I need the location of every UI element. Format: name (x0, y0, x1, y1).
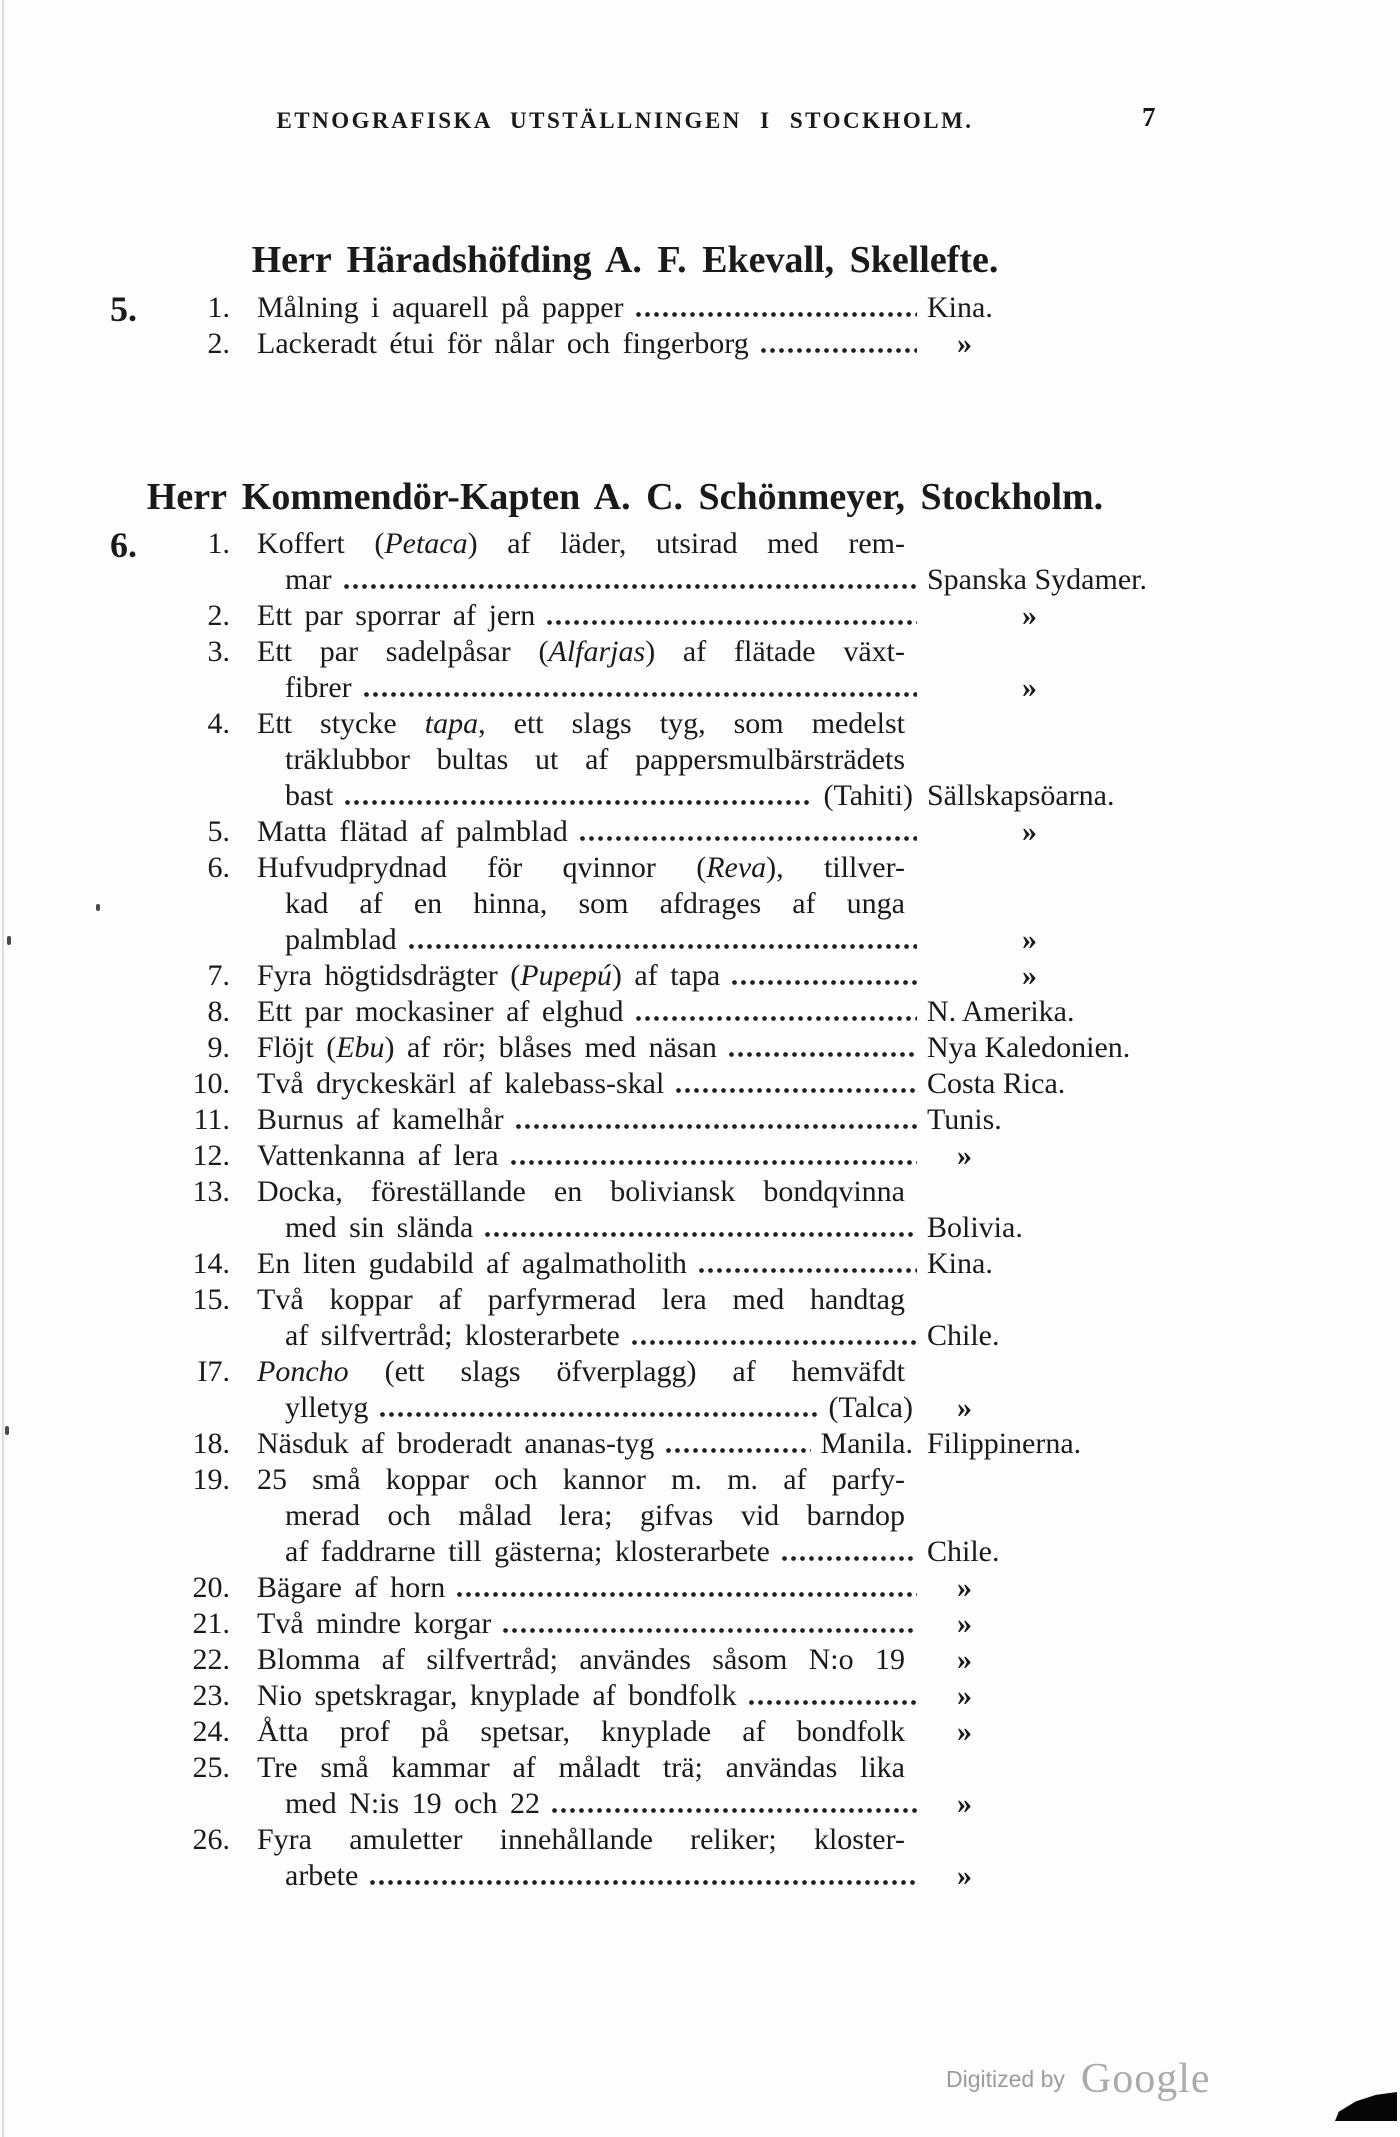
description-text: Tre små kammar af måladt trä; användas lika (257, 1751, 905, 1784)
catalogue-item (0, 995, 1180, 1031)
description-text: Blomma af silfvertråd; användes såsom N:o 19 (257, 1643, 905, 1676)
catalogue-item (0, 1715, 1180, 1751)
item-body (257, 327, 1180, 363)
catalogue-item (0, 1283, 1180, 1355)
item-description (257, 959, 720, 993)
item-line (257, 1607, 1180, 1643)
group-number: 6. (110, 525, 137, 565)
description-text: Hufvudprydnad för qvinnor ( (257, 851, 707, 884)
google-logo: Google (1080, 2056, 1211, 2102)
item-body (257, 1067, 1180, 1103)
item-line (257, 1859, 1180, 1895)
item-description (257, 1823, 927, 1859)
native-term: Ebu (336, 1031, 385, 1064)
item-description (257, 887, 927, 923)
item-description (257, 1391, 368, 1425)
description-text: Matta flätad af palmblad (257, 815, 568, 848)
catalogue-item (0, 1643, 1180, 1679)
item-description (257, 527, 927, 563)
item-description (257, 1211, 473, 1245)
ditto-mark: » (957, 1787, 972, 1820)
item-line (257, 1823, 1180, 1859)
description-text: Åtta prof på spetsar, knyplade af bondfolk (257, 1715, 905, 1748)
description-text: Fyra högtidsdrägter ( (257, 959, 521, 992)
item-description (257, 1427, 654, 1461)
dot-leader (345, 800, 813, 805)
item-number: I7. (197, 1355, 230, 1388)
item-line (257, 1787, 1180, 1823)
item-body (257, 1571, 1180, 1607)
item-description (257, 599, 535, 633)
item-number: 12. (192, 1139, 230, 1172)
catalogue-item (0, 1103, 1180, 1139)
dot-leader (732, 980, 917, 985)
dot-leader (457, 1592, 917, 1597)
item-line (257, 959, 1180, 995)
item-description (257, 1715, 927, 1751)
description-text: 25 små koppar och kannor m. m. af parfy- (257, 1463, 905, 1496)
dot-leader (380, 1412, 818, 1417)
catalogue-item (0, 527, 1180, 599)
ditto-mark: » (1022, 815, 1037, 848)
item-body (257, 1283, 1180, 1355)
catalogue-item (0, 1031, 1180, 1067)
scan-corner-blot (1335, 2092, 1397, 2121)
item-number: 26. (192, 1823, 230, 1856)
section-heading-schonmeyer: Herr Kommendör-Kapten A. C. Schönmeyer, Stockholm. (146, 475, 1104, 518)
item-body (257, 1427, 1180, 1463)
item-description (257, 1139, 499, 1173)
item-body (257, 599, 1180, 635)
item-line (257, 1643, 1180, 1679)
description-text: Bägare af horn (257, 1571, 446, 1604)
item-line (257, 527, 1180, 563)
item-line (257, 1247, 1180, 1283)
item-line (257, 1283, 1180, 1319)
description-text: arbete (285, 1859, 359, 1892)
native-term: Alfarjas (548, 635, 646, 668)
item-line (257, 851, 1180, 887)
item-origin: Spanska Sydamer. (927, 563, 1147, 596)
description-text: En liten gudabild af agalmatholith (257, 1247, 687, 1280)
dot-leader (729, 1052, 917, 1057)
item-body (257, 1031, 1180, 1067)
item-description (257, 1535, 770, 1569)
description-text: palmblad (285, 923, 397, 956)
item-number: 6. (207, 851, 230, 884)
dot-leader (782, 1556, 917, 1561)
item-body (257, 1643, 1180, 1679)
item-body (257, 1355, 1180, 1427)
item-line (257, 1103, 1180, 1139)
item-line (257, 1427, 1180, 1463)
item-line (257, 1139, 1180, 1175)
catalogue-item (0, 1823, 1180, 1895)
ditto-mark: » (1022, 959, 1037, 992)
watermark-text: Digitized by (946, 2066, 1065, 2092)
item-description (257, 923, 397, 957)
item-body (257, 1103, 1180, 1139)
catalogue-item (0, 815, 1180, 851)
description-text: Docka, föreställande en boliviansk bondqvinna (257, 1175, 905, 1208)
description-text: mar (285, 563, 332, 596)
dot-leader (503, 1628, 917, 1633)
item-line (257, 1319, 1180, 1355)
item-body (257, 851, 1180, 959)
description-text: Ett par sporrar af jern (257, 599, 536, 632)
item-origin-note: Manila. (820, 1427, 913, 1460)
dot-leader (676, 1088, 917, 1093)
description-text: Ett stycke (257, 707, 425, 740)
dot-leader (552, 1808, 917, 1813)
item-body (257, 995, 1180, 1031)
item-description (257, 1175, 927, 1211)
ditto-mark: » (957, 1139, 972, 1172)
item-line (257, 1211, 1180, 1247)
item-line (257, 887, 1180, 923)
item-description (257, 1283, 927, 1319)
description-text: merad och målad lera; gifvas vid barndop (285, 1499, 905, 1532)
description-text: fibrer (285, 671, 352, 704)
item-description (257, 1247, 687, 1281)
item-number: 19. (192, 1463, 230, 1496)
catalogue-item (0, 1247, 1180, 1283)
item-number: 23. (192, 1679, 230, 1712)
page-number: 7 (1142, 102, 1156, 132)
catalogue-item (0, 327, 1180, 363)
item-number: 24. (192, 1715, 230, 1748)
description-text: af silfvertråd; klosterarbete (285, 1319, 620, 1352)
item-description (257, 1643, 927, 1679)
dot-leader (580, 836, 917, 841)
catalogue-item (0, 291, 1180, 327)
catalogue-item (0, 1571, 1180, 1607)
ditto-mark: » (1022, 923, 1037, 956)
item-list-schonmeyer (0, 527, 1180, 1895)
item-description (257, 743, 927, 779)
dot-leader (516, 1124, 917, 1129)
item-origin: Tunis. (927, 1103, 1002, 1136)
catalogue-item (0, 599, 1180, 635)
item-number: 15. (192, 1283, 230, 1316)
item-origin: Chile. (927, 1535, 1000, 1568)
item-description (257, 1103, 504, 1137)
ditto-mark: » (957, 1391, 972, 1424)
catalogue-item (0, 1067, 1180, 1103)
item-number: 9. (207, 1031, 230, 1064)
ditto-mark: » (1022, 599, 1037, 632)
description-text: kad af en hinna, som afdrages af unga (285, 887, 905, 920)
description-text: (ett slags öfverplagg) af hemväfdt (348, 1355, 905, 1388)
dot-leader (485, 1232, 917, 1237)
item-origin: Costa Rica. (927, 1067, 1066, 1100)
item-body (257, 815, 1180, 851)
catalogue-item (0, 1607, 1180, 1643)
native-term: Petaca (384, 527, 468, 560)
catalogue-item (0, 1175, 1180, 1247)
description-text: Burnus af kamelhår (257, 1103, 504, 1136)
item-description (257, 1031, 717, 1065)
description-text: ylletyg (285, 1391, 369, 1424)
description-text: Målning i aquarell på papper (257, 291, 624, 324)
description-text: ) af flätade växt- (645, 635, 905, 668)
item-number: 4. (207, 707, 230, 740)
item-description (257, 1679, 737, 1713)
description-text: Koffert ( (257, 527, 385, 560)
catalogue-item (0, 1679, 1180, 1715)
description-text: Ett par sadelpåsar ( (257, 635, 549, 668)
item-body (257, 1607, 1180, 1643)
description-text: Vattenkanna af lera (257, 1139, 499, 1172)
description-text: Två mindre korgar (257, 1607, 492, 1640)
item-line (257, 923, 1180, 959)
item-description (257, 779, 333, 813)
native-term: Pupepú (520, 959, 612, 992)
item-description (257, 995, 624, 1029)
description-text: Två koppar af parfyrmerad lera med handtag (257, 1283, 905, 1316)
item-number: 5. (207, 815, 230, 848)
item-description (257, 1787, 540, 1821)
item-description (257, 815, 568, 849)
dot-leader (699, 1268, 917, 1273)
description-text: Ett par mockasiner af elghud (257, 995, 624, 1028)
dot-leader (632, 1340, 917, 1345)
item-number: 11. (193, 1103, 230, 1136)
item-number: 1. (207, 291, 230, 324)
item-number: 18. (192, 1427, 230, 1460)
description-text: ) af läder, utsirad med rem- (467, 527, 906, 560)
item-body (257, 959, 1180, 995)
ditto-mark: » (957, 1607, 972, 1640)
item-number: 21. (192, 1607, 230, 1640)
dot-leader (761, 348, 917, 353)
dot-leader (511, 1160, 917, 1165)
item-origin: Sällskapsöarna. (927, 779, 1115, 812)
item-number: 2. (207, 599, 230, 632)
item-number: 20. (192, 1571, 230, 1604)
item-description (257, 1067, 664, 1101)
catalogue-item (0, 1427, 1180, 1463)
catalogue-item (0, 635, 1180, 707)
item-line (257, 1535, 1180, 1571)
item-line (257, 1175, 1180, 1211)
item-body (257, 291, 1180, 327)
dot-leader (636, 312, 917, 317)
item-origin: Chile. (927, 1319, 1000, 1352)
native-term: Reva (706, 851, 767, 884)
item-description (257, 635, 927, 671)
digitization-watermark (946, 2050, 1211, 2102)
catalogue-item (0, 1751, 1180, 1823)
item-description (257, 707, 927, 743)
description-text: Flöjt ( (257, 1031, 337, 1064)
dot-leader (666, 1448, 810, 1453)
item-description (257, 1319, 620, 1353)
catalogue-item (0, 851, 1180, 959)
dot-leader (370, 1880, 917, 1885)
item-number: 13. (192, 1175, 230, 1208)
description-text: ), tillver- (766, 851, 905, 884)
item-description (257, 1463, 927, 1499)
item-body (257, 1247, 1180, 1283)
description-text: med sin slända (285, 1211, 474, 1244)
ditto-mark: » (957, 327, 972, 360)
item-line (257, 563, 1180, 599)
item-line (257, 1679, 1180, 1715)
item-body (257, 1463, 1180, 1571)
native-term: tapa (424, 707, 479, 740)
section-heading-ekevall: Herr Häradshöfding A. F. Ekevall, Skellefte. (251, 238, 999, 281)
description-text: Fyra amuletter innehållande reliker; kloster- (257, 1823, 905, 1856)
item-body (257, 527, 1180, 599)
catalogue-item (0, 1463, 1180, 1571)
item-number: 7. (207, 959, 230, 992)
item-origin-note: (Tahiti) (823, 779, 913, 812)
dot-leader (749, 1700, 917, 1705)
item-number: 22. (192, 1643, 230, 1676)
item-line (257, 1463, 1180, 1499)
description-text: bast (285, 779, 334, 812)
item-body (257, 1715, 1180, 1751)
ditto-mark: » (957, 1679, 972, 1712)
item-origin-note: (Talca) (828, 1391, 913, 1424)
ditto-mark: » (957, 1715, 972, 1748)
item-number: 14. (192, 1247, 230, 1280)
item-origin: Filippinerna. (927, 1427, 1082, 1460)
item-origin: Nya Kaledonien. (927, 1031, 1131, 1064)
item-description (257, 1499, 927, 1535)
item-body (257, 1751, 1180, 1823)
item-line (257, 1031, 1180, 1067)
group-number: 5. (110, 289, 137, 329)
item-description (257, 563, 332, 597)
item-line (257, 327, 1180, 363)
item-description (257, 1751, 927, 1787)
item-origin: Bolivia. (927, 1211, 1023, 1244)
item-body (257, 1823, 1180, 1895)
description-text: Två dryckeskärl af kalebass-skal (257, 1067, 665, 1100)
item-line (257, 671, 1180, 707)
description-text: af faddrarne till gästerna; klosterarbete (285, 1535, 770, 1568)
dot-leader (409, 944, 917, 949)
running-header: ETNOGRAFISKA UTSTÄLLNINGEN I STOCKHOLM. (276, 108, 974, 133)
description-text: , ett slags tyg, som medelst (478, 707, 906, 740)
dot-leader (636, 1016, 917, 1021)
ditto-mark: » (957, 1571, 972, 1604)
catalogue-item (0, 959, 1180, 995)
native-term: Poncho (257, 1355, 349, 1388)
ditto-mark: » (957, 1643, 972, 1676)
item-line (257, 779, 1180, 815)
item-description (257, 327, 749, 361)
catalogue-item (0, 707, 1180, 815)
item-line (257, 291, 1180, 327)
item-line (257, 1751, 1180, 1787)
ditto-mark: » (957, 1859, 972, 1892)
item-line (257, 1355, 1180, 1391)
item-body (257, 1679, 1180, 1715)
description-text: med N:is 19 och 22 (285, 1787, 540, 1820)
item-list-ekevall (0, 291, 1180, 363)
dot-leader (547, 620, 917, 625)
catalogue-item (0, 1139, 1180, 1175)
item-origin: Kina. (927, 1247, 993, 1280)
item-body (257, 707, 1180, 815)
item-origin: N. Amerika. (927, 995, 1075, 1028)
item-line (257, 1067, 1180, 1103)
item-line (257, 743, 1180, 779)
dot-leader (364, 692, 917, 697)
description-text: ) af tapa (611, 959, 721, 992)
item-description (257, 1355, 927, 1391)
dot-leader (344, 584, 917, 589)
item-description (257, 671, 352, 705)
item-line (257, 1571, 1180, 1607)
description-text: Näsduk af broderadt ananas-tyg (257, 1427, 655, 1460)
item-number: 2. (207, 327, 230, 360)
item-body (257, 635, 1180, 707)
item-line (257, 1499, 1180, 1535)
ditto-mark: » (1022, 671, 1037, 704)
item-line (257, 1715, 1180, 1751)
item-line (257, 707, 1180, 743)
item-body (257, 1175, 1180, 1247)
item-number: 25. (192, 1751, 230, 1784)
description-text: Nio spetskragar, knyplade af bondfolk (257, 1679, 737, 1712)
item-description (257, 851, 927, 887)
item-number: 8. (207, 995, 230, 1028)
catalogue-item (0, 1355, 1180, 1427)
item-description (257, 1607, 491, 1641)
item-line (257, 815, 1180, 851)
item-line (257, 599, 1180, 635)
description-text: ) af rör; blåses med näsan (384, 1031, 717, 1064)
item-line (257, 635, 1180, 671)
item-line (257, 1391, 1180, 1427)
item-number: 1. (207, 527, 230, 560)
description-text: Lackeradt étui för nålar och fingerborg (257, 327, 749, 360)
item-origin: Kina. (927, 291, 993, 324)
description-text: träklubbor bultas ut af pappersmulbärsträdets (285, 743, 905, 776)
item-number: 3. (207, 635, 230, 668)
item-description (257, 1571, 445, 1605)
item-number: 10. (192, 1067, 230, 1100)
item-body (257, 1139, 1180, 1175)
item-description (257, 291, 624, 325)
item-line (257, 995, 1180, 1031)
item-description (257, 1859, 358, 1893)
